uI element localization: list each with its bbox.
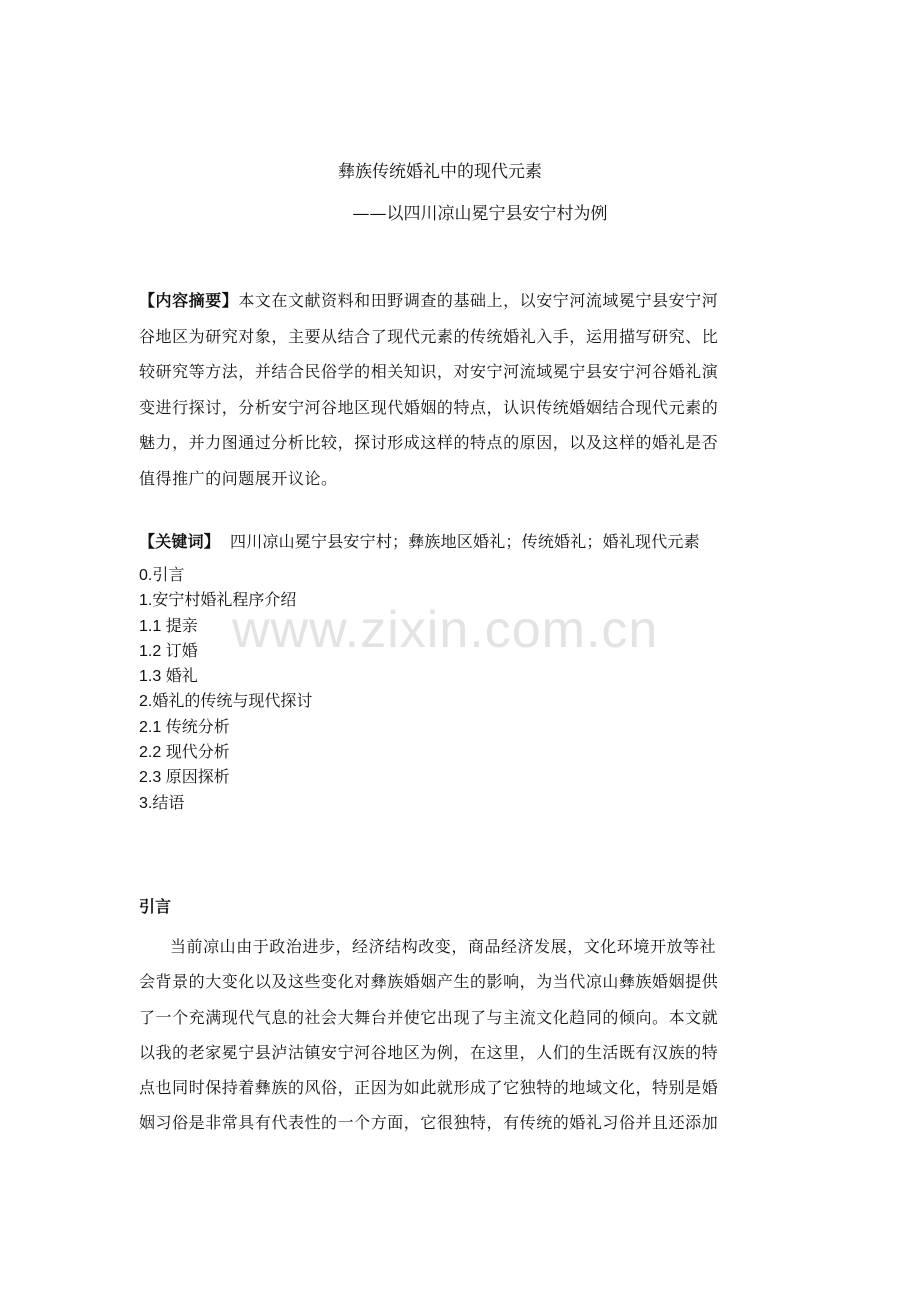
paragraph-line: 点也同时保持着彝族的风俗，正因为如此就形成了它独特的地域文化，特别是婚 bbox=[139, 1078, 719, 1098]
keywords-line bbox=[139, 529, 700, 555]
keywords-text: 四川凉山冕宁县安宁村；彝族地区婚礼；传统婚礼；婚礼现代元素 bbox=[230, 532, 700, 551]
abstract-line bbox=[139, 283, 789, 319]
table-of-contents bbox=[139, 563, 312, 816]
watermark: www.zixin.com.cn bbox=[232, 601, 659, 659]
abstract-section bbox=[139, 283, 789, 497]
paragraph-line: 以我的老家冕宁县泸沽镇安宁河谷地区为例，在这里，人们的生活既有汉族的特 bbox=[139, 1042, 719, 1062]
toc-text: 提亲 bbox=[165, 615, 198, 635]
toc-number: 1.2 bbox=[139, 642, 166, 660]
toc-text: 传统分析 bbox=[165, 716, 230, 736]
toc-number: 2.3 bbox=[139, 769, 166, 787]
toc-number: 1.3 bbox=[139, 668, 166, 686]
toc-number: 2.2 bbox=[139, 744, 166, 762]
toc-text: 现代分析 bbox=[165, 742, 230, 762]
toc-text: 原因探析 bbox=[165, 767, 230, 787]
toc-item bbox=[139, 689, 312, 714]
abstract-text: 本文在文献资料和田野调查的基础上，以安宁河流域冕宁县安宁河 bbox=[238, 291, 719, 310]
toc-number: 3. bbox=[139, 794, 153, 812]
intro-paragraph bbox=[139, 929, 789, 1141]
toc-number: 1. bbox=[139, 592, 153, 610]
toc-item bbox=[139, 664, 312, 689]
abstract-line: 谷地区为研究对象，主要从结合了现代元素的传统婚礼入手，运用描写研究、比 bbox=[139, 326, 719, 346]
toc-item bbox=[139, 639, 312, 664]
abstract-label: 【内容摘要】 bbox=[139, 291, 239, 310]
toc-text: 婚礼 bbox=[165, 666, 198, 686]
toc-text: 引言 bbox=[152, 565, 185, 584]
toc-item bbox=[139, 765, 312, 790]
abstract-line: 变进行探讨，分析安宁河谷地区现代婚姻的特点，认识传统婚姻结合现代元素的 bbox=[139, 397, 719, 417]
paragraph-line: 了一个充满现代气息的社会大舞台并使它出现了与主流文化趋同的倾向。本文就 bbox=[139, 1007, 719, 1027]
toc-item bbox=[139, 791, 312, 816]
paragraph-line: 会背景的大变化以及这些变化对彝族婚姻产生的影响，为当代凉山彝族婚姻提供 bbox=[139, 972, 719, 992]
toc-item bbox=[139, 740, 312, 765]
abstract-line: 值得推广的问题展开议论。 bbox=[139, 468, 338, 488]
document-title: 彝族传统婚礼中的现代元素 bbox=[338, 162, 542, 182]
toc-number: 0. bbox=[139, 567, 153, 584]
toc-number: 1.1 bbox=[139, 617, 166, 635]
toc-item bbox=[139, 614, 312, 639]
toc-text: 婚礼的传统与现代探讨 bbox=[152, 691, 313, 711]
toc-text: 安宁村婚礼程序介绍 bbox=[152, 590, 297, 610]
intro-heading: 引言 bbox=[139, 897, 172, 916]
toc-number: 2. bbox=[139, 693, 153, 711]
keywords-label: 【关键词】 bbox=[139, 532, 221, 551]
toc-number: 2.1 bbox=[139, 718, 166, 736]
abstract-line: 较研究等方法，并结合民俗学的相关知识，对安宁河流域冕宁县安宁河谷婚礼演 bbox=[139, 362, 719, 382]
toc-item bbox=[139, 715, 312, 740]
toc-text: 订婚 bbox=[165, 640, 198, 660]
toc-item bbox=[139, 588, 312, 613]
toc-item bbox=[139, 563, 312, 588]
toc-text: 结语 bbox=[152, 792, 185, 812]
paragraph-line: 姻习俗是非常具有代表性的一个方面，它很独特，有传统的婚礼习俗并且还添加 bbox=[139, 1113, 719, 1133]
paragraph-line: 当前凉山由于政治进步，经济结构改变，商品经济发展，文化环境开放等社 bbox=[170, 937, 717, 956]
abstract-line: 魅力，并力图通过分析比较，探讨形成这样的特点的原因，以及这样的婚礼是否 bbox=[139, 433, 719, 453]
document-subtitle: ——以四川凉山冕宁县安宁村为例 bbox=[352, 204, 608, 224]
